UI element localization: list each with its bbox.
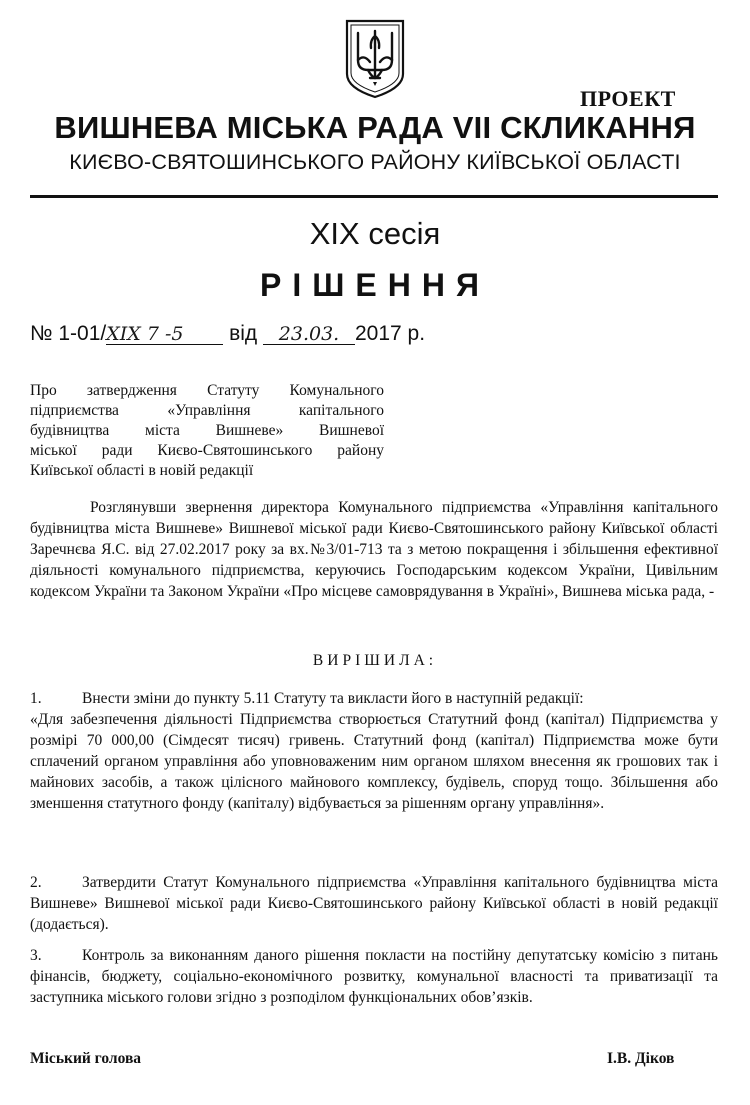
year-text: 2017 р. (355, 322, 426, 345)
decision-item-3 (30, 945, 718, 1008)
trident-coat-of-arms-icon (344, 18, 406, 100)
decision-title: РІШЕННЯ (260, 267, 490, 303)
from-label: від (229, 322, 258, 345)
resolved-heading: ВИРІШИЛА: (312, 652, 438, 669)
decision-item-2 (30, 872, 718, 935)
number-prefix: № 1-01/ (30, 322, 107, 345)
council-name: ВИШНЕВА МІСЬКА РАДА VII СКЛИКАННЯ (54, 110, 696, 145)
district-name: КИЄВО-СВЯТОШИНСЬКОГО РАЙОНУ КИЇВСЬКОЇ ОБЛАСТІ (69, 150, 681, 174)
item-quote: «Для забезпечення діяльності Підприємства створюється Статутний фонд (капітал) Підприємства у розмірі 70 000,00 (Сімдесят тисяч) гривень. Статутний фонд (капітал) Підприємства може бути сплачений органом управління або уповноваженим ним органом шляхом внесення як грошових так і майнових засобів, а також цілісного майнового комплексу, будівель, споруд тощо. Збільшення або зменшення статутного фонду (капіталу) відбувається за рішенням органу управління». (30, 711, 718, 812)
session-title: XIX сесія (309, 216, 441, 251)
item-number: 2. (30, 874, 42, 891)
decision-item-1 (30, 688, 718, 814)
decision-subject (30, 381, 384, 481)
subject-line: підприємства «Управління капітального (30, 402, 384, 419)
item-number: 1. (30, 690, 42, 707)
signature-title: Міський голова (30, 1050, 142, 1067)
subject-line: Про затвердження Статуту Комунального (30, 382, 384, 399)
draft-label: ПРОЕКТ (580, 86, 676, 111)
subject-line: Київської області в новій редакції (30, 462, 254, 479)
header-divider (30, 195, 718, 198)
subject-line: міської ради Києво-Святошинського району (30, 442, 384, 459)
item-text: Внести зміни до пункту 5.11 Статуту та викласти його в наступній редакції: (82, 690, 584, 707)
handwritten-date-field: 23.03. (263, 324, 355, 345)
item-text: Контроль за виконанням даного рішення покласти на постійну депутатську комісію з питань фінансів, бюджету, соціально-економічного розвитку, комунальної власності та приватизації та заступника міського голови згідно з розподілом функціональних обов’язків. (30, 947, 718, 1006)
decision-number-line (30, 322, 425, 346)
item-text: Затвердити Статут Комунального підприємства «Управління капітального будівництва міста Вишневе» Вишневої міської ради Києво-Святошинського району Київської області в новій редакції (додається). (30, 874, 718, 933)
signature-name: І.В. Діков (607, 1050, 675, 1067)
subject-line: будівництва міста Вишневе» Вишневої (30, 422, 384, 439)
preamble-paragraph: Розглянувши звернення директора Комунального підприємства «Управління капітального будівництва міста Вишневе» Вишневої міської ради Києво-Святошинського району Київської області Заречнєва Я.С. від 27.02.2017 року за вх.№3/01-713 та з метою покращення і збільшення ефективної діяльності комунального підприємства, керуючись Господарським кодексом України, Цивільним кодексом України та Законом України «Про місцеве самоврядування в Україні», Вишнева міська рада, - (30, 499, 718, 600)
item-number: 3. (30, 947, 42, 964)
handwritten-number-field: XIX 7 -5 (106, 324, 223, 345)
